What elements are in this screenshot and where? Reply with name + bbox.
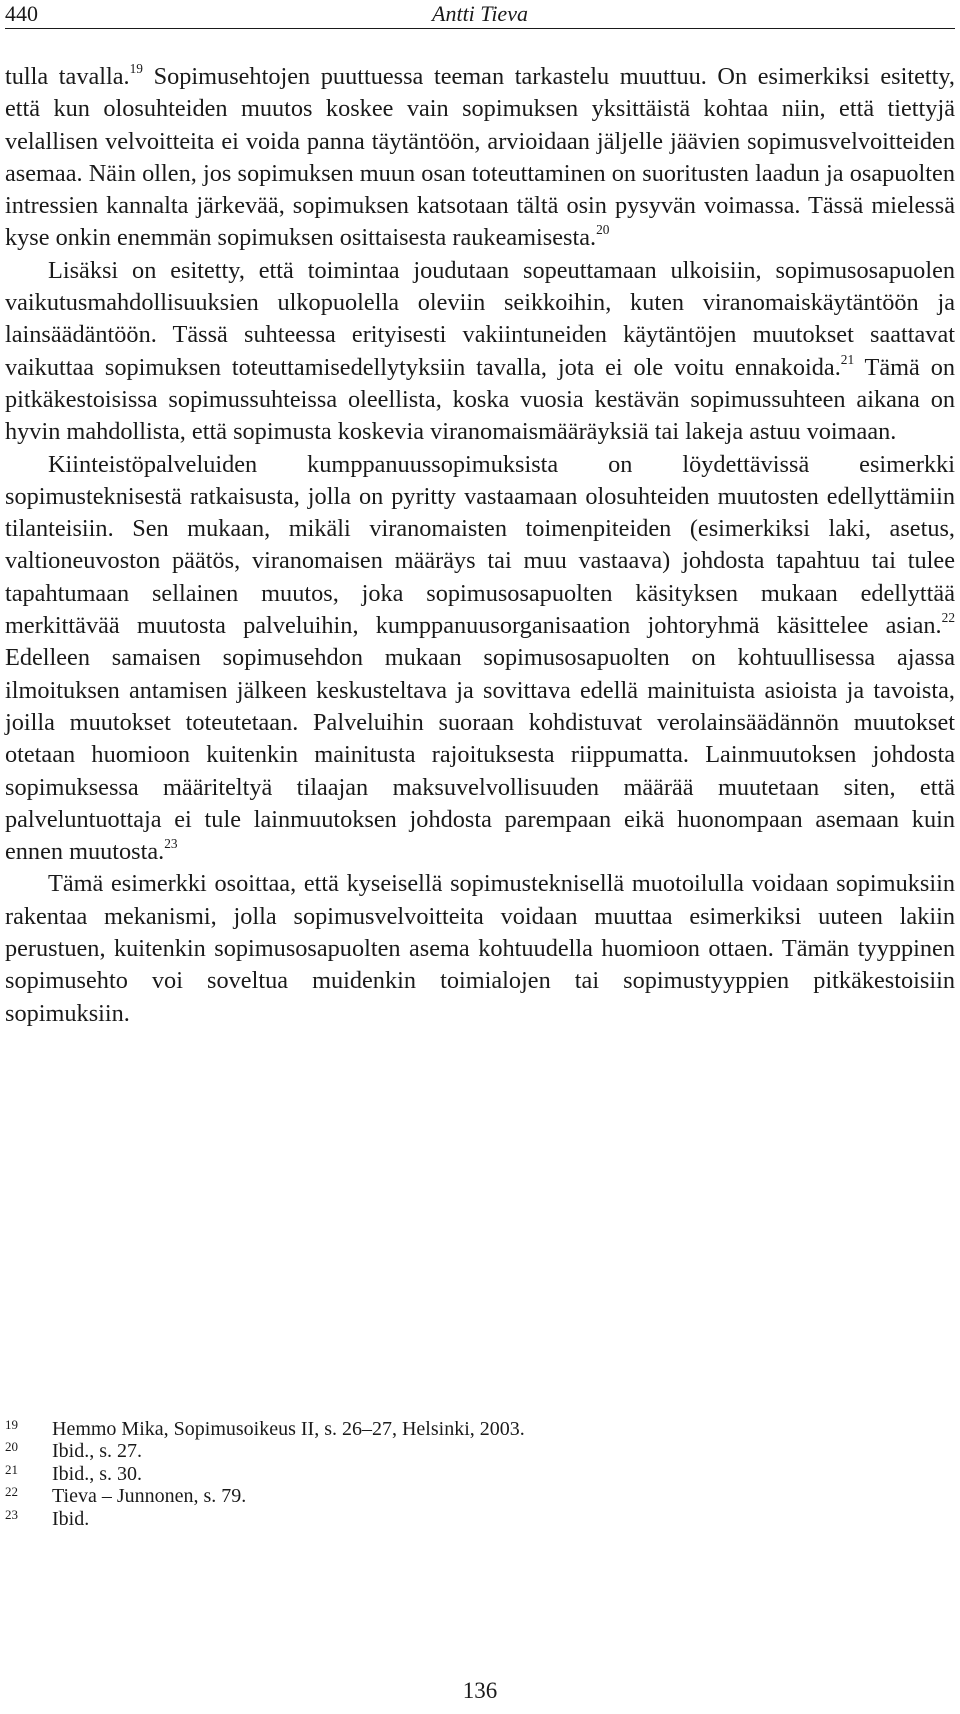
- footnote-ref-19[interactable]: 19: [129, 60, 143, 76]
- footnote: [5, 1440, 955, 1462]
- paragraph-2-text-a: Lisäksi on esitetty, että toimintaa joudutaan sopeuttamaan ulkoisiin, sopimusosapuolen vaikutusmahdollisuuksien ulkopuolella oleviin seikkoihin, kuten viranomaiskäytäntöön ja lainsäädäntöön. Tässä suhteessa erityisesti vakiintuneiden käytäntöjen muutokset saattavat vaikuttaa sopimuksen toteuttamisedellytyksiin tavalla, jota ei ole voitu ennakoida.: [5, 256, 955, 381]
- footnote-number: 22: [5, 1484, 18, 1500]
- header-page-number: 440: [5, 1, 38, 26]
- paragraph-1: [5, 61, 955, 255]
- paragraph-2-text-b: Tämä on pitkäkestoisissa sopimussuhteissa oleellista, koska vuosia kestävän sopimussuhteen aikana on hyvin mahdollista, että sopimusta koskevia viranomaismääräyksiä tai lakeja astuu voimaan.: [5, 353, 955, 446]
- running-header: [5, 0, 955, 29]
- paragraph-1-text-b: Sopimusehtojen puuttuessa teeman tarkastelu muuttuu. On esimerkiksi esitetty, että kun olosuhteiden muutos koskee vain sopimuksen yksittäistä kohtaa niin, että tiettyjä velallisen velvoitteita ei voida panna täytäntöön, arvioidaan jäljelle jäävien sopimusvelvoitteiden asemaa. Näin ollen, jos sopimuksen muun osan toteuttaminen on suoritusten laadun ja osapuolten intressien kannalta järkevää, sopimuksen katsotaan tältä osin pysyvän voimassa. Tässä mielessä kyse onkin enemmän sopimuksen osittaisesta raukeamisesta.: [5, 63, 955, 252]
- paragraph-3-text-a: Kiinteistöpalveluiden kumppanuussopimuksista on löydettävissä esimerkki sopimusteknisestä ratkaisusta, jolla on pyritty vastaamaan olosuhteiden muutosten edellyttämiin tilanteisiin. Sen mukaan, mikäli viranomaisten toimenpiteiden (esimerkiksi laki, asetus, valtioneuvoston päätös, viranomaisen määräys tai muu vastaava) johdosta tapahtuu tai tulee tapahtumaan sellainen muutos, joka sopimusosapuolten käsityksen mukaan edellyttää merkittävää muutosta palveluihin, kumppanuusorganisaation johtoryhmä käsittelee asian.: [5, 450, 955, 640]
- paragraph-1-text-a: tulla tavalla.: [5, 63, 130, 90]
- footnote-ref-22[interactable]: 22: [941, 609, 955, 625]
- footnote-text: Tieva – Junnonen, s. 79.: [52, 1485, 247, 1508]
- paragraph-4-text: Tämä esimerkki osoittaa, että kyseisellä sopimusteknisellä muotoilulla voidaan sopimuksiin rakentaa mekanismi, jolla sopimusvelvoitteita voidaan muuttaa esimerkiksi uuteen lakiin perustuen, kuitenkin sopimusosapuolten asema kohtuudella huomioon ottaen. Tämän tyyppinen sopimusehto voi soveltua muidenkin toimialojen tai sopimustyyppien pitkäkestoisiin sopimuksiin.: [5, 870, 955, 1027]
- footnote: [5, 1485, 955, 1507]
- paragraph-3-text-b: Edelleen samaisen sopimusehdon mukaan sopimusosapuolten on kohtuullisessa ajassa ilmoituksen antamisen jälkeen keskusteltava ja sovittava edellä mainituista asioista ja tavoista, joilla muutokset toteutetaan. Palveluihin suoraan kohdistuvat verolainsäädännön muutokset otetaan huomioon kuitenkin mainitusta rajoituksesta riippumatta. Lainmuutoksen johdosta sopimuksessa määriteltyä tilaajan maksuvelvollisuuden määrää muutetaan siten, että palveluntuottaja ei tule lainmuutoksen johdosta parempaan eikä huonompaan asemaan kuin ennen muutosta.: [5, 644, 955, 866]
- footnote-text: Ibid., s. 27.: [52, 1440, 142, 1463]
- folio-page-number: 136: [462, 1678, 498, 1703]
- paragraph-4: [5, 868, 955, 1029]
- footnote-text: Hemmo Mika, Sopimusoikeus II, s. 26–27, Helsinki, 2003.: [52, 1418, 525, 1440]
- footnote-number: 19: [5, 1417, 18, 1432]
- footnote: [5, 1508, 955, 1530]
- footnote-ref-20[interactable]: 20: [596, 222, 610, 238]
- footnotes: [5, 1418, 955, 1530]
- paragraph-2: [5, 255, 955, 449]
- footnote-number: 21: [5, 1461, 18, 1477]
- footnote: [5, 1463, 955, 1485]
- body-text: [5, 61, 955, 1030]
- footnote-ref-21[interactable]: 21: [840, 351, 855, 367]
- footnote-text: Ibid., s. 30.: [52, 1462, 142, 1485]
- header-author: Antti Tieva: [432, 1, 528, 26]
- footnote-text: Ibid.: [52, 1507, 90, 1530]
- paragraph-3: [5, 449, 955, 869]
- footnote-number: 20: [5, 1439, 18, 1455]
- footnote-ref-23[interactable]: 23: [164, 836, 178, 852]
- footnote-number: 23: [5, 1506, 18, 1522]
- footnote: [5, 1418, 955, 1440]
